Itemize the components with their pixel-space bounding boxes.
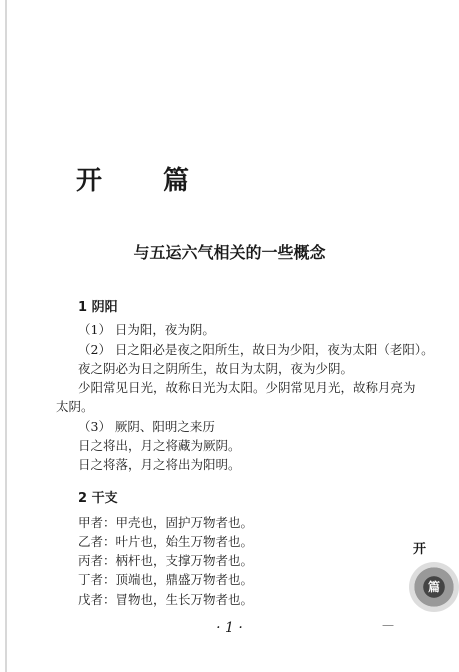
text-line: 夜之阴必为日之阴所生，故日为太阴，夜为少阴。 bbox=[78, 361, 354, 376]
footer-mark: — bbox=[382, 618, 394, 632]
text-line: 丁者：顶端也，鼎盛万物者也。 bbox=[78, 572, 254, 587]
text-line: 甲者：甲壳也，固护万物者也。 bbox=[78, 515, 254, 530]
side-tab-label: 开 bbox=[413, 542, 427, 557]
text-line: （1） 日为阳，夜为阴。 bbox=[78, 322, 215, 337]
text-line: 日之将出，月之将藏为厥阴。 bbox=[78, 438, 241, 453]
text-line: 少阳常见日光，故称日光为太阳。少阴常见月光，故称月亮为 bbox=[78, 380, 416, 395]
page-edge bbox=[5, 0, 7, 672]
text-line: 乙者：叶片也，始生万物者也。 bbox=[78, 534, 254, 549]
text-line: 丙者：柄杆也，支撑万物者也。 bbox=[78, 553, 254, 568]
page-number: · 1 · bbox=[216, 620, 243, 636]
text-line: 太阴。 bbox=[56, 399, 94, 414]
text-line: （3） 厥阴、阳明之来历 bbox=[78, 419, 215, 434]
text-line: 戊者：冒物也，生长万物者也。 bbox=[78, 592, 254, 607]
chapter-title: 开 篇 bbox=[76, 166, 216, 196]
text-line: 日之将落，月之将出为阳明。 bbox=[78, 457, 241, 472]
section-heading-yinyang: 1 阴阳 bbox=[78, 300, 118, 315]
section-title: 与五运六气相关的一些概念 bbox=[133, 243, 326, 262]
chapter-side-tab bbox=[407, 538, 459, 618]
text-line: （2） 日之阳必是夜之阳所生，故日为少阳，夜为太阳（老阳）。 bbox=[78, 342, 434, 357]
section-heading-ganzhi: 2 干支 bbox=[78, 491, 118, 506]
side-tab-badge-text: 篇 bbox=[427, 580, 440, 594]
side-tab-badge bbox=[409, 562, 459, 612]
